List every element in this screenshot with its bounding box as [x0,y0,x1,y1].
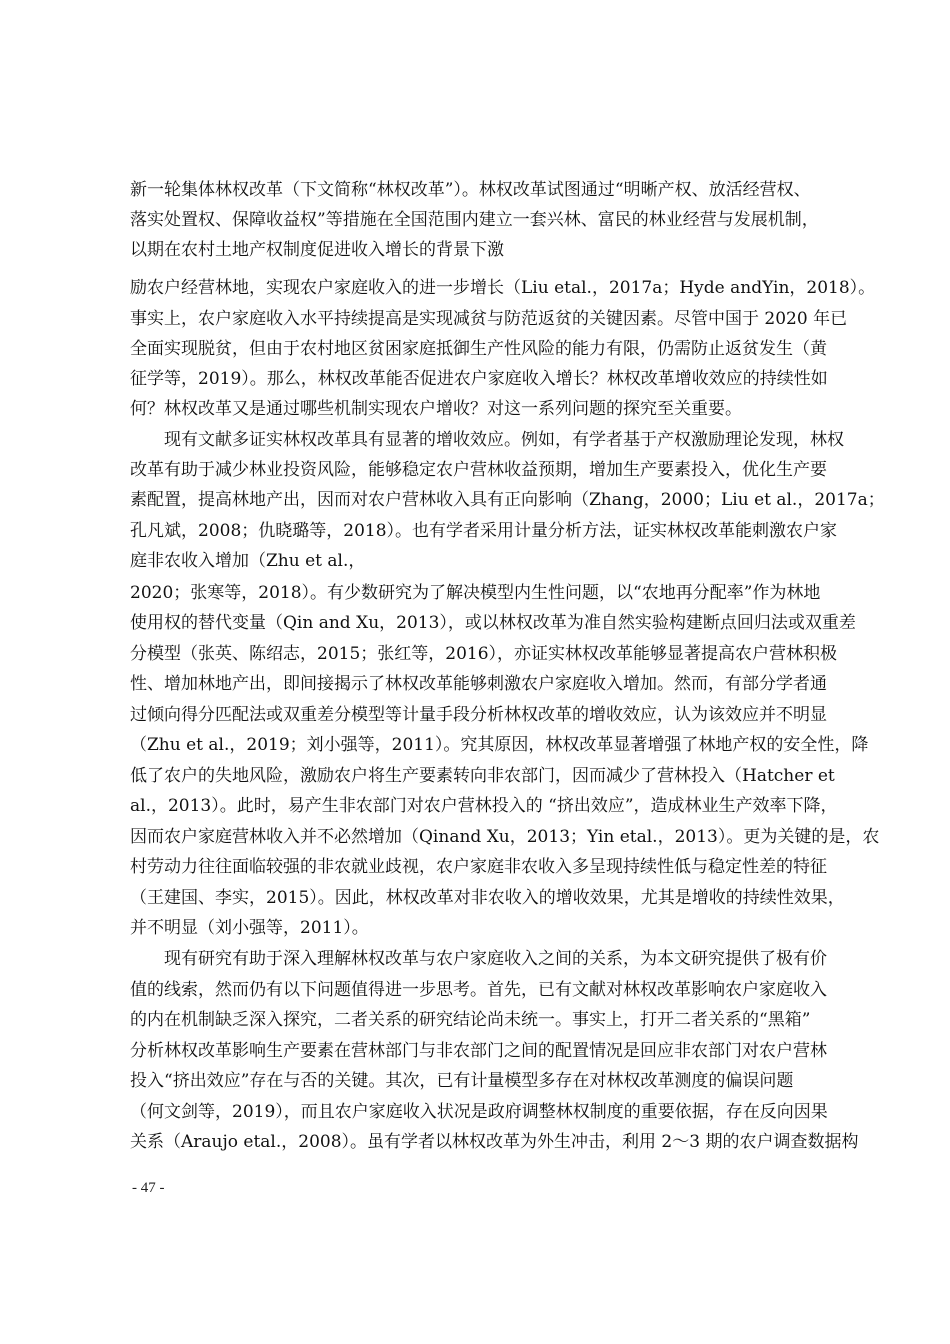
text-line: 新一轮集体林权改革（下文简称“林权改革”）。林权改革试图通过“明晰产权、放活经营权、 [130,180,811,200]
text-line: 分析林权改革影响生产要素在营林部门与非农部门之间的配置情况是回应非农部门对农户营林 [130,1041,827,1061]
text-line: 过倾向得分匹配法或双重差分模型等计量手段分析林权改革的增收效应，认为该效应并不明显 [130,705,827,725]
text-line: 村劳动力往往面临较强的非农就业歧视，农户家庭非农收入多呈现持续性低与稳定性差的特征 [130,857,827,877]
text-line: 低了农户的失地风险，激励农户将生产要素转向非农部门，因而减少了营林投入（Hatcher et [130,766,835,786]
text-line: 性、增加林地产出，即间接揭示了林权改革能够刺激农户家庭收入增加。然而，有部分学者通 [130,674,827,694]
text-line: 因而农户家庭营林收入并不必然增加（Qinand Xu，2013；Yin etal.，2013）。更为关键的是，农 [130,827,880,847]
text-line: 落实处置权、保障收益权”等措施在全国范围内建立一套兴林、富民的林业经营与发展机制， [130,210,819,230]
text-line: 征学等，2019）。那么，林权改革能否促进农户家庭收入增长？林权改革增收效应的持续性如 [130,369,828,389]
text-line: （Zhu et al.，2019；刘小强等，2011）。究其原因，林权改革显著增强了林地产权的安全性，降 [130,735,869,755]
text-line: 孔凡斌，2008；仇晓璐等，2018）。也有学者采用计量分析方法，证实林权改革能刺激农户家 [130,521,838,541]
text-line: 现有文献多证实林权改革具有显著的增收效应。例如，有学者基于产权激励理论发现，林权 [130,430,844,450]
text-line: 何？林权改革又是通过哪些机制实现农户增收？对这一系列问题的探究至关重要。 [130,399,742,419]
page-number: - 47 - [132,1180,165,1196]
text-line: 关系（Araujo etal.，2008）。虽有学者以林权改革为外生冲击，利用 2～3 期的农户调查数据构 [130,1132,859,1152]
text-line: al.，2013）。此时，易产生非农部门对农户营林投入的 “挤出效应”，造成林业生产效率下降， [130,796,838,816]
text-line: 励农户经营林地，实现农户家庭收入的进一步增长（Liu etal.，2017a；Hyde andYin，2018）。 [130,278,876,298]
text-line: 改革有助于减少林业投资风险，能够稳定农户营林收益预期，增加生产要素投入，优化生产要 [130,460,827,480]
text-line: （王建国、李实，2015）。因此，林权改革对非农收入的增收效果，尤其是增收的持续性效果， [130,888,845,908]
text-line: 素配置，提高林地产出，因而对农户营林收入具有正向影响（Zhang，2000；Liu et al.，2017a； [130,490,885,510]
text-line: （何文剑等，2019），而且农户家庭收入状况是政府调整林权制度的重要依据，存在反向因果 [130,1102,828,1122]
text-line: 以期在农村土地产权制度促进收入增长的背景下激 [130,240,504,260]
text-line: 事实上，农户家庭收入水平持续提高是实现减贫与防范返贫的关键因素。尽管中国于 2020 年已 [130,309,848,329]
text-line: 现有研究有助于深入理解林权改革与农户家庭收入之间的关系，为本文研究提供了极有价 [130,949,827,969]
text-line: 值的线索，然而仍有以下问题值得进一步思考。首先，已有文献对林权改革影响农户家庭收入 [130,980,827,1000]
text-line: 庭非农收入增加（Zhu et al.， [130,551,366,571]
text-line: 2020；张寒等，2018）。有少数研究为了解决模型内生性问题，以“农地再分配率”作为林地 [130,583,821,603]
text-line: 的内在机制缺乏深入探究，二者关系的研究结论尚未统一。事实上，打开二者关系的“黑箱” [130,1010,811,1030]
text-line: 投入“挤出效应”存在与否的关键。其次，已有计量模型多存在对林权改革测度的偏误问题 [130,1071,794,1091]
text-line: 使用权的替代变量（Qin and Xu，2013），或以林权改革为准自然实验构建断点回归法或双重差 [130,613,856,633]
text-line: 并不明显（刘小强等，2011）。 [130,918,369,938]
text-line: 分模型（张英、陈绍志，2015；张红等，2016），亦证实林权改革能够显著提高农户营林积极 [130,644,838,664]
text-line: 全面实现脱贫，但由于农村地区贫困家庭抵御生产性风险的能力有限，仍需防止返贫发生（黄 [130,339,827,359]
